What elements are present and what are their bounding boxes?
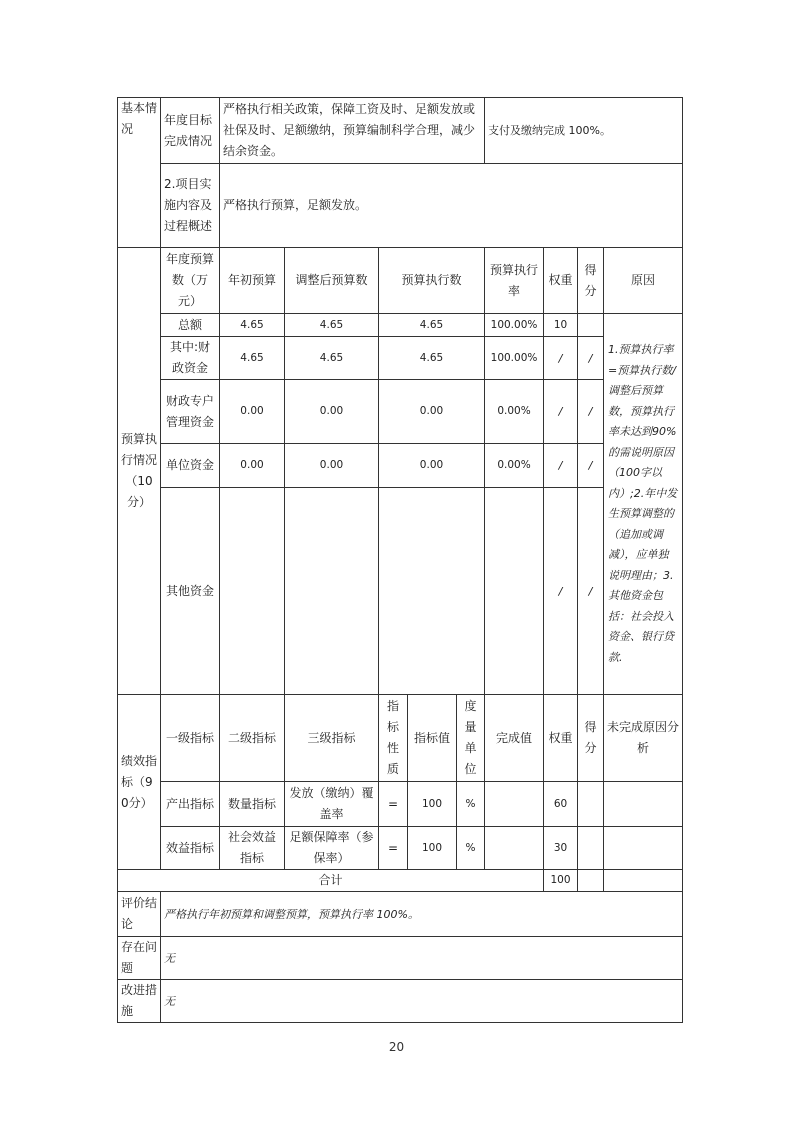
weight: 60 (544, 782, 578, 827)
header-cell: 年度预算数（万元） (161, 248, 220, 314)
performance-header-row (118, 695, 683, 782)
header-cell: 三级指标 (285, 695, 379, 782)
goal-text: 严格执行相关政策，保障工资及时、足额发放或社保及时、足额缴纳，预算编制科学合理，减少结余资金。 (220, 98, 485, 164)
table-row (118, 937, 683, 980)
executed-budget: 0.00 (379, 380, 485, 444)
table-row (118, 337, 683, 380)
score: / (578, 380, 604, 444)
score (578, 827, 604, 870)
problems-text: 无 (161, 937, 683, 980)
completed-value (485, 782, 544, 827)
total-score (578, 870, 604, 892)
indicator-value: 100 (408, 827, 457, 870)
budget-section-label: 预算执行情况（10分） (118, 248, 161, 695)
table-row (118, 488, 683, 695)
unit: % (457, 782, 485, 827)
weight: 10 (544, 314, 578, 337)
header-cell: 得分 (578, 695, 604, 782)
score: / (578, 488, 604, 695)
score: / (578, 444, 604, 488)
adjusted-budget (285, 488, 379, 695)
header-cell: 完成值 (485, 695, 544, 782)
header-cell: 权重 (544, 248, 578, 314)
execution-rate: 100.00% (485, 314, 544, 337)
weight: / (544, 380, 578, 444)
row-name: 其中:财政资金 (161, 337, 220, 380)
performance-section-label: 绩效指标（90分） (118, 695, 161, 870)
basic-section-label: 基本情况 (118, 98, 161, 248)
execution-rate (485, 488, 544, 695)
completed-value (485, 827, 544, 870)
header-cell: 预算执行率 (485, 248, 544, 314)
level2-indicator: 数量指标 (220, 782, 285, 827)
executed-budget: 0.00 (379, 444, 485, 488)
indicator-nature: = (379, 782, 408, 827)
adjusted-budget: 0.00 (285, 444, 379, 488)
row-name: 其他资金 (161, 488, 220, 695)
table-row (118, 314, 683, 337)
reason (604, 827, 683, 870)
improvements-label: 改进措施 (118, 980, 161, 1023)
header-cell: 未完成原因分析 (604, 695, 683, 782)
header-cell: 原因 (604, 248, 683, 314)
row-name: 总额 (161, 314, 220, 337)
table-row (118, 164, 683, 248)
overview-text: 严格执行预算，足额发放。 (220, 164, 683, 248)
row-name: 单位资金 (161, 444, 220, 488)
overview-label: 2.项目实施内容及过程概述 (161, 164, 220, 248)
indicator-value: 100 (408, 782, 457, 827)
table-row (118, 827, 683, 870)
executed-budget: 4.65 (379, 314, 485, 337)
initial-budget: 0.00 (220, 444, 285, 488)
weight: / (544, 444, 578, 488)
goal-label: 年度目标完成情况 (161, 98, 220, 164)
level1-indicator: 效益指标 (161, 827, 220, 870)
table-row (118, 782, 683, 827)
level1-indicator: 产出指标 (161, 782, 220, 827)
initial-budget: 4.65 (220, 314, 285, 337)
conclusion-label: 评价结论 (118, 892, 161, 937)
problems-label: 存在问题 (118, 937, 161, 980)
score (578, 782, 604, 827)
header-cell: 调整后预算数 (285, 248, 379, 314)
level2-indicator: 社会效益指标 (220, 827, 285, 870)
header-cell: 度量单位 (457, 695, 485, 782)
total-weight: 100 (544, 870, 578, 892)
executed-budget (379, 488, 485, 695)
adjusted-budget: 0.00 (285, 380, 379, 444)
adjusted-budget: 4.65 (285, 314, 379, 337)
weight: / (544, 337, 578, 380)
reason-note: 1.预算执行率=预算执行数/调整后预算数，预算执行率未达到90%的需说明原因（100字以内）;2.年中发生预算调整的（追加或调减），应单独说明理由；3.其他资金包括：社会投入资金、银行贷款. (604, 314, 683, 695)
score: / (578, 337, 604, 380)
improvements-text: 无 (161, 980, 683, 1023)
total-reason (604, 870, 683, 892)
header-cell: 权重 (544, 695, 578, 782)
page-number: 20 (388, 1040, 405, 1054)
total-row (118, 870, 683, 892)
initial-budget (220, 488, 285, 695)
initial-budget: 0.00 (220, 380, 285, 444)
header-cell: 得分 (578, 248, 604, 314)
adjusted-budget: 4.65 (285, 337, 379, 380)
level3-indicator: 发放（缴纳）覆盖率 (285, 782, 379, 827)
indicator-nature: = (379, 827, 408, 870)
conclusion-text: 严格执行年初预算和调整预算，预算执行率 100%。 (161, 892, 683, 937)
goal-result: 支付及缴纳完成 100%。 (485, 98, 683, 164)
budget-header-row (118, 248, 683, 314)
reason (604, 782, 683, 827)
header-cell: 指标值 (408, 695, 457, 782)
execution-rate: 0.00% (485, 444, 544, 488)
level3-indicator: 足额保障率（参保率） (285, 827, 379, 870)
header-cell: 一级指标 (161, 695, 220, 782)
header-cell: 预算执行数 (379, 248, 485, 314)
score (578, 314, 604, 337)
initial-budget: 4.65 (220, 337, 285, 380)
header-cell: 年初预算 (220, 248, 285, 314)
table-row (118, 380, 683, 444)
unit: % (457, 827, 485, 870)
table-row (118, 444, 683, 488)
table-row (118, 892, 683, 937)
total-label: 合计 (118, 870, 544, 892)
weight: 30 (544, 827, 578, 870)
header-cell: 指标性质 (379, 695, 408, 782)
row-name: 财政专户管理资金 (161, 380, 220, 444)
weight: / (544, 488, 578, 695)
table-row (118, 980, 683, 1023)
execution-rate: 0.00% (485, 380, 544, 444)
header-cell: 二级指标 (220, 695, 285, 782)
executed-budget: 4.65 (379, 337, 485, 380)
execution-rate: 100.00% (485, 337, 544, 380)
evaluation-table (117, 97, 683, 1023)
table-row (118, 98, 683, 164)
